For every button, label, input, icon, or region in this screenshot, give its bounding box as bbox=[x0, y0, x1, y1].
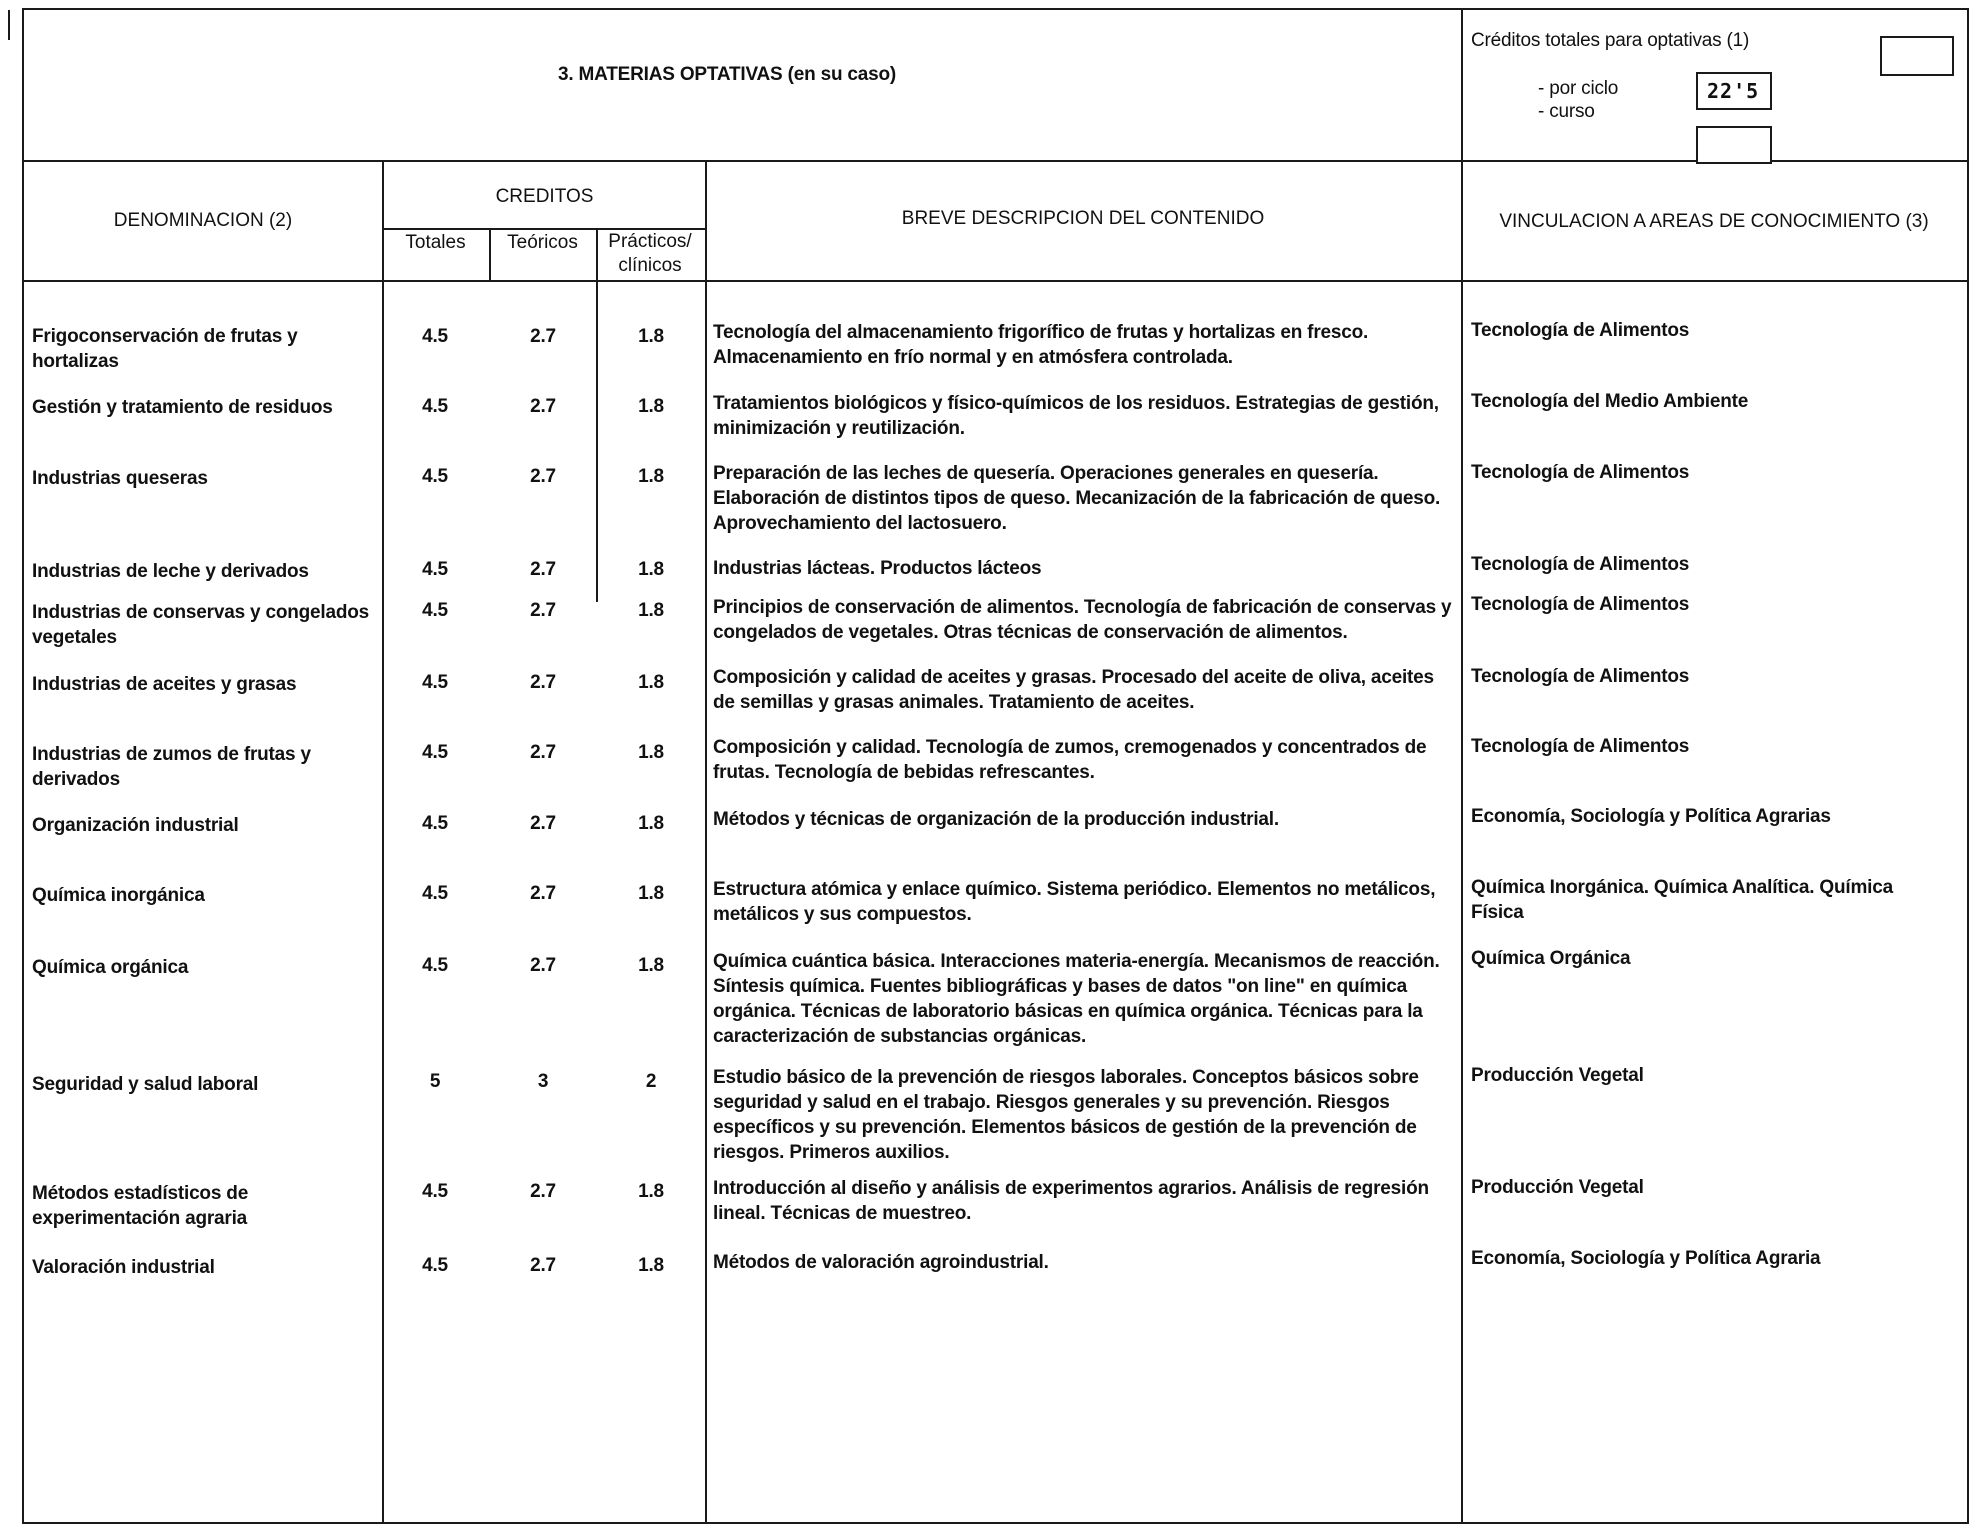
row-practicos: 1.8 bbox=[638, 1181, 664, 1202]
row-totales: 4.5 bbox=[422, 1255, 448, 1276]
row-practicos: 1.8 bbox=[638, 396, 664, 417]
row-teoricos: 2.7 bbox=[530, 466, 556, 487]
col-header-denominacion: DENOMINACION (2) bbox=[113, 210, 293, 231]
row-teoricos: 2.7 bbox=[530, 600, 556, 621]
row-denominacion: Seguridad y salud laboral bbox=[32, 1074, 259, 1095]
curso-box[interactable] bbox=[1696, 126, 1772, 164]
row-teoricos: 2.7 bbox=[530, 672, 556, 693]
row-descripcion: Química cuántica básica. Interacciones materia-energía. Mecanismos de reacción. Síntesis química. Fuentes bibliográficas y bases de datos "on line" en química orgánica. Técnicas de laboratorio básicas en química orgánica. Técnicas para la caracterización de substancias orgánicas. bbox=[713, 951, 1440, 1047]
por-ciclo-box[interactable] bbox=[1696, 72, 1772, 110]
row-descripcion: Tratamientos biológicos y físico-químicos de los residuos. Estrategias de gestión, minimización y reutilización. bbox=[713, 393, 1439, 439]
row-practicos: 1.8 bbox=[638, 1255, 664, 1276]
col-header-creditos: CREDITOS bbox=[495, 186, 594, 207]
row-teoricos: 2.7 bbox=[530, 742, 556, 763]
row-descripcion: Industrias lácteas. Productos lácteos bbox=[713, 558, 1042, 579]
col-header-teoricos: Teóricos bbox=[507, 232, 578, 253]
row-practicos: 1.8 bbox=[638, 466, 664, 487]
row-totales: 4.5 bbox=[422, 466, 448, 487]
row-descripcion: Métodos y técnicas de organización de la producción industrial. bbox=[713, 809, 1279, 830]
row-denominacion: Valoración industrial bbox=[32, 1257, 215, 1278]
row-area: Tecnología de Alimentos bbox=[1471, 594, 1690, 615]
row-practicos: 1.8 bbox=[638, 883, 664, 904]
row-descripcion: Composición y calidad. Tecnología de zumos, cremogenados y concentrados de frutas. Tecnología de bebidas refrescantes. bbox=[713, 737, 1427, 783]
row-descripcion: Introducción al diseño y análisis de experimentos agrarios. Análisis de regresión lineal. Técnicas de muestreo. bbox=[713, 1178, 1429, 1224]
table-top-border bbox=[22, 8, 1969, 10]
row-practicos: 1.8 bbox=[638, 813, 664, 834]
row-area: Producción Vegetal bbox=[1471, 1065, 1644, 1086]
row-practicos: 1.8 bbox=[638, 672, 664, 693]
left-margin-line bbox=[8, 10, 10, 40]
row-totales: 4.5 bbox=[422, 600, 448, 621]
row-teoricos: 2.7 bbox=[530, 326, 556, 347]
col-header-vinculacion: VINCULACION A AREAS DE CONOCIMIENTO (3) bbox=[1499, 211, 1929, 232]
row-area: Química Inorgánica. Química Analítica. Química Física bbox=[1471, 877, 1893, 923]
row-totales: 4.5 bbox=[422, 813, 448, 834]
row-totales: 4.5 bbox=[422, 883, 448, 904]
row-descripcion: Estudio básico de la prevención de riesgos laborales. Conceptos básicos sobre seguridad y salud en el trabajo. Riesgos generales y su prevención. Riesgos específicos y su prevención. Elementos básicos de gestión de la prevención de riesgos. Primeros auxilios. bbox=[713, 1067, 1419, 1163]
row-denominacion: Química inorgánica bbox=[32, 885, 205, 906]
row-teoricos: 2.7 bbox=[530, 559, 556, 580]
row-teoricos: 2.7 bbox=[530, 1181, 556, 1202]
row-descripcion: Preparación de las leches de quesería. Operaciones generales en quesería. Elaboración de distintos tipos de queso. Mecanización de la fabricación de queso. Aprovechamiento del lactosuero. bbox=[713, 463, 1441, 534]
table-bottom-border bbox=[22, 1522, 1969, 1524]
col-header-descripcion: BREVE DESCRIPCION DEL CONTENIDO bbox=[901, 208, 1265, 229]
row-area: Economía, Sociología y Política Agraria bbox=[1471, 1248, 1821, 1269]
row-practicos: 1.8 bbox=[638, 955, 664, 976]
colheader-bottom-border bbox=[22, 280, 1969, 282]
row-teoricos: 3 bbox=[537, 1071, 549, 1092]
row-denominacion: Frigoconservación de frutas y hortalizas bbox=[32, 326, 298, 372]
row-denominacion: Industrias queseras bbox=[32, 468, 208, 489]
row-totales: 4.5 bbox=[422, 326, 448, 347]
col-divider-teoricos-body bbox=[596, 282, 598, 602]
credits-total-label: Créditos totales para optativas (1) bbox=[1471, 30, 1750, 51]
row-practicos: 1.8 bbox=[638, 600, 664, 621]
row-teoricos: 2.7 bbox=[530, 813, 556, 834]
row-descripcion: Tecnología del almacenamiento frigorífico de frutas y hortalizas en fresco. Almacenamiento en frío normal y en atmósfera controlada. bbox=[713, 322, 1369, 368]
row-denominacion: Métodos estadísticos de experimentación agraria bbox=[32, 1183, 249, 1229]
row-denominacion: Industrias de leche y derivados bbox=[32, 561, 309, 582]
row-practicos: 1.8 bbox=[638, 326, 664, 347]
row-area: Tecnología de Alimentos bbox=[1471, 462, 1690, 483]
header-bottom-border bbox=[22, 160, 1969, 162]
row-descripcion: Composición y calidad de aceites y grasas. Procesado del aceite de oliva, aceites de semillas y grasas animales. Tratamiento de aceites. bbox=[713, 667, 1434, 713]
row-totales: 4.5 bbox=[422, 955, 448, 976]
row-area: Tecnología del Medio Ambiente bbox=[1471, 391, 1749, 412]
table-right-border bbox=[1967, 8, 1969, 1524]
row-totales: 4.5 bbox=[422, 396, 448, 417]
row-practicos: 2 bbox=[645, 1071, 657, 1092]
row-denominacion: Industrias de conservas y congelados vegetales bbox=[32, 602, 370, 648]
row-practicos: 1.8 bbox=[638, 742, 664, 763]
row-area: Tecnología de Alimentos bbox=[1471, 554, 1690, 575]
row-totales: 4.5 bbox=[422, 742, 448, 763]
credits-total-box[interactable] bbox=[1880, 36, 1954, 76]
row-totales: 4.5 bbox=[422, 1181, 448, 1202]
row-area: Tecnología de Alimentos bbox=[1471, 320, 1690, 341]
row-teoricos: 2.7 bbox=[530, 883, 556, 904]
row-totales: 4.5 bbox=[422, 672, 448, 693]
col-divider-teoricos bbox=[596, 228, 598, 280]
row-descripcion: Métodos de valoración agroindustrial. bbox=[713, 1252, 1049, 1273]
row-totales: 5 bbox=[429, 1071, 441, 1092]
row-denominacion: Organización industrial bbox=[32, 815, 239, 836]
col-header-practicos: Prácticos/ clínicos bbox=[608, 231, 692, 276]
row-practicos: 1.8 bbox=[638, 559, 664, 580]
por-ciclo-value: 22'5 bbox=[1707, 79, 1760, 103]
col-divider-descripcion bbox=[1461, 8, 1463, 1524]
row-denominacion: Industrias de aceites y grasas bbox=[32, 674, 297, 695]
table-left-border bbox=[22, 8, 24, 1524]
row-descripcion: Estructura atómica y enlace químico. Sistema periódico. Elementos no metálicos, metálicos y sus compuestos. bbox=[713, 879, 1436, 925]
row-teoricos: 2.7 bbox=[530, 955, 556, 976]
row-totales: 4.5 bbox=[422, 559, 448, 580]
por-ciclo-label: - por ciclo bbox=[1538, 78, 1619, 99]
row-area: Química Orgánica bbox=[1471, 948, 1631, 969]
row-teoricos: 2.7 bbox=[530, 396, 556, 417]
section-title: 3. MATERIAS OPTATIVAS (en su caso) bbox=[558, 64, 897, 85]
row-area: Tecnología de Alimentos bbox=[1471, 666, 1690, 687]
row-descripcion: Principios de conservación de alimentos. Tecnología de fabricación de conservas y congelados de vegetales. Otras técnicas de conservación de alimentos. bbox=[713, 597, 1452, 643]
row-denominacion: Industrias de zumos de frutas y derivados bbox=[32, 744, 311, 790]
row-area: Tecnología de Alimentos bbox=[1471, 736, 1690, 757]
row-teoricos: 2.7 bbox=[530, 1255, 556, 1276]
row-denominacion: Gestión y tratamiento de residuos bbox=[32, 397, 333, 418]
col-divider-denominacion bbox=[382, 160, 384, 1524]
row-area: Economía, Sociología y Política Agrarias bbox=[1471, 806, 1831, 827]
row-area: Producción Vegetal bbox=[1471, 1177, 1644, 1198]
col-divider-creditos bbox=[705, 160, 707, 1524]
row-denominacion: Química orgánica bbox=[32, 957, 189, 978]
col-header-totales: Totales bbox=[405, 232, 466, 253]
curso-label: - curso bbox=[1538, 101, 1595, 122]
